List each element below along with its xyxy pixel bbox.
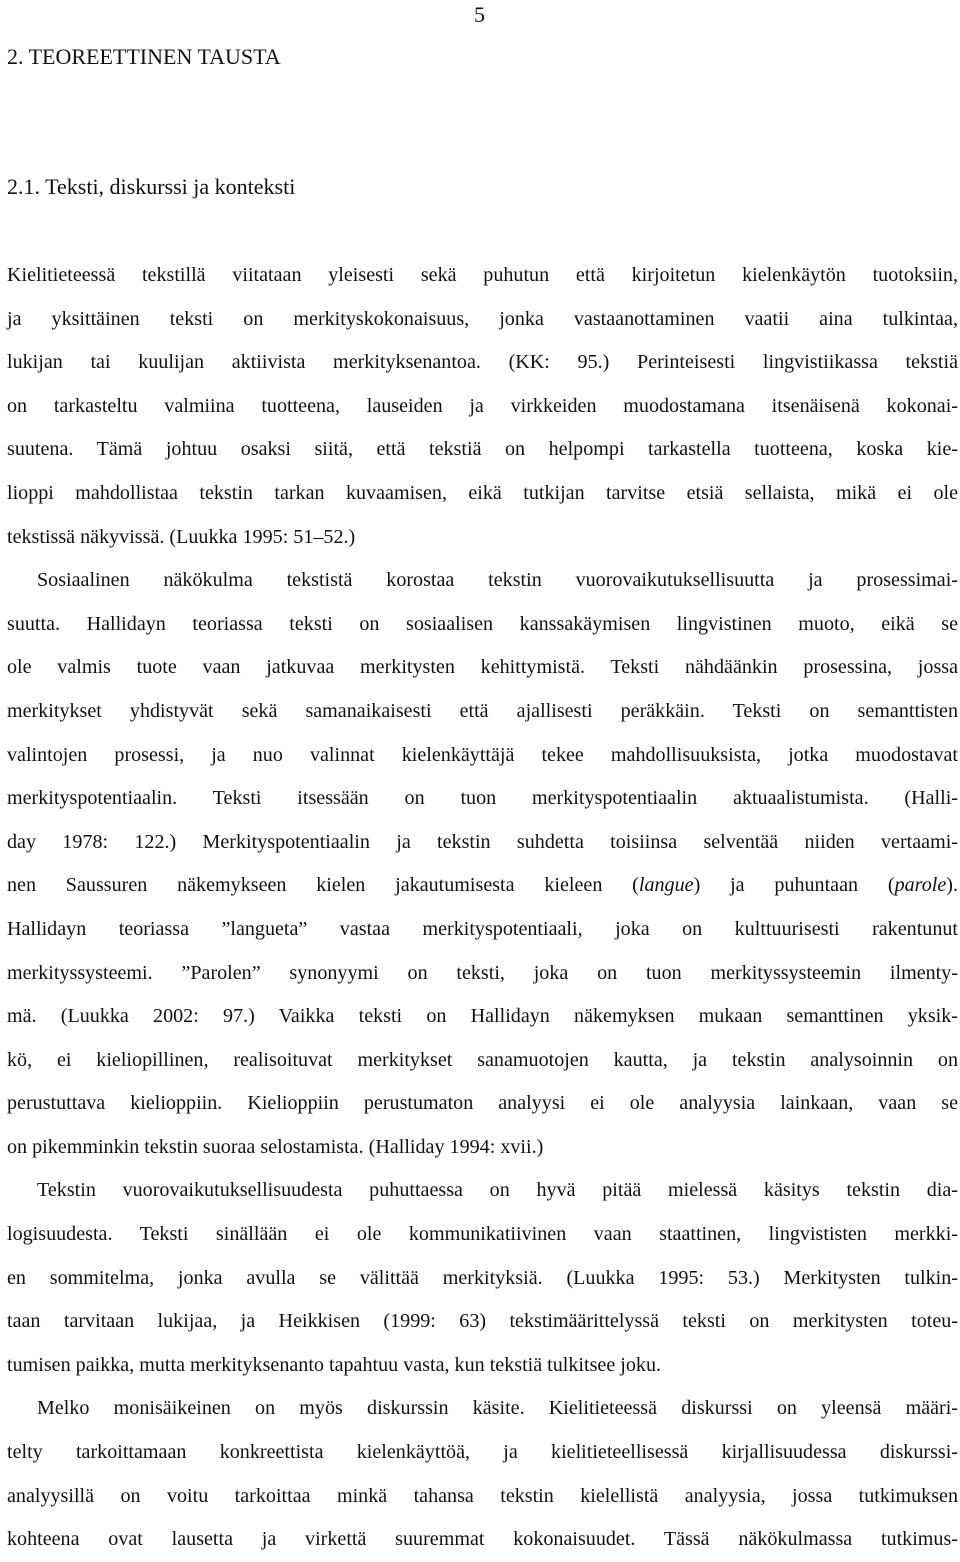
text-line: perustuttava kielioppiin. Kielioppiin perustumaton analyysi ei ole analyysia lainkaan, vaan se <box>7 1092 958 1115</box>
text-line: lioppi mahdollistaa tekstin tarkan kuvaamisen, eikä tutkijan tarvitse etsiä sellaista, mikä ei ole <box>7 481 958 504</box>
section-title: 2.1. Teksti, diskurssi ja konteksti <box>7 174 296 199</box>
text-line: lukijan tai kuulijan aktiivista merkityksenantoa. (KK: 95.) Perinteisesti lingvistiikassa tekstiä <box>7 351 958 374</box>
text-line: Melko monisäikeinen on myös diskurssin käsite. Kielitieteessä diskurssi on yleensä määri- <box>37 1397 958 1420</box>
text-line: ole valmis tuote vaan jatkuvaa merkitysten kehittymistä. Teksti nähdäänkin prosessina, jossa <box>7 656 958 679</box>
text-line: analyysillä on voitu tarkoittaa minkä tahansa tekstin kielellistä analyysia, jossa tutkimuksen <box>7 1484 958 1507</box>
text-segment: nen Saussuren näkemykseen kielen jakautumisesta kieleen ( <box>7 874 639 897</box>
text-line: merkityssysteemi. ”Parolen” synonyymi on teksti, joka on tuon merkityssysteemin ilmenty- <box>7 961 958 984</box>
text-line: suutena. Tämä johtuu osaksi siitä, että tekstiä on helpompi tarkastella tuotteena, koska kie- <box>7 438 958 461</box>
text-line: tumisen paikka, mutta merkityksenanto tapahtuu vasta, kun tekstiä tulkitsee joku. <box>7 1353 662 1376</box>
body-text <box>7 254 958 1562</box>
text-line: valintojen prosessi, ja nuo valinnat kielenkäyttäjä tekee mahdollisuuksista, jotka muodostavat <box>7 743 958 766</box>
text-line: taan tarvitaan lukijaa, ja Heikkisen (1999: 63) tekstimäärittelyssä teksti on merkitysten toteu- <box>7 1310 958 1333</box>
text-segment: ) ja puhuntaan ( <box>693 874 895 897</box>
text-line: Tekstin vuorovaikutuksellisuudesta puhuttaessa on hyvä pitää mielessä käsitys tekstin dia- <box>37 1179 958 1202</box>
text-line: Sosiaalinen näkökulma tekstistä korostaa tekstin vuorovaikutuksellisuutta ja prosessimai- <box>37 569 958 592</box>
text-line: on pikemminkin tekstin suoraa selostamista. (Halliday 1994: xvii.) <box>7 1135 544 1158</box>
text-line: tekstissä näkyvissä. (Luukka 1995: 51–52.) <box>7 525 356 548</box>
text-line: logisuudesta. Teksti sinällään ei ole kommunikatiivinen vaan staattinen, lingvististen merkki- <box>7 1223 958 1246</box>
text-line: merkitykset yhdistyvät sekä samanaikaisesti että ajallisesti peräkkäin. Teksti on semanttisten <box>7 699 958 722</box>
text-line: day 1978: 122.) Merkityspotentiaalin ja tekstin suhdetta toisiinsa selventää niiden vertaami- <box>7 830 958 853</box>
term-parole: parole <box>894 874 947 897</box>
text-line: suutta. Hallidayn teoriassa teksti on sosiaalisen kanssakäymisen lingvistinen muoto, eikä se <box>7 612 958 635</box>
term-langue: langue <box>638 874 694 897</box>
text-line: merkityspotentiaalin. Teksti itsessään on tuon merkityspotentiaalin aktuaalistumista. (Halli- <box>7 787 958 810</box>
text-line: mä. (Luukka 2002: 97.) Vaikka teksti on Hallidayn näkemyksen mukaan semanttinen yksik- <box>7 1005 958 1028</box>
page-number: 5 <box>474 2 485 27</box>
text-line: Kielitieteessä tekstillä viitataan yleisesti sekä puhutun että kirjoitetun kielenkäytön tuotoksiin, <box>7 264 958 286</box>
text-line: ja yksittäinen teksti on merkityskokonaisuus, jonka vastaanottaminen vaatii aina tulkintaa, <box>7 307 958 330</box>
text-line: on tarkasteltu valmiina tuotteena, lauseiden ja virkkeiden muodostamana itsenäisenä kokonai- <box>7 394 958 417</box>
text-line: kohteena ovat lausetta ja virkettä suuremmat kokonaisuudet. Tässä näkökulmassa tutkimus- <box>7 1528 958 1551</box>
text-line: kö, ei kieliopillinen, realisoituvat merkitykset sanamuotojen kautta, ja tekstin analysoinnin on <box>7 1048 958 1071</box>
text-line-italic-terms <box>7 864 958 908</box>
text-line: en sommitelma, jonka avulla se välittää merkityksiä. (Luukka 1995: 53.) Merkitysten tulkin- <box>7 1266 958 1289</box>
text-line: Hallidayn teoriassa ”langueta” vastaa merkityspotentiaali, joka on kulttuurisesti rakentunut <box>7 917 958 940</box>
text-segment: ). <box>946 874 958 897</box>
text-line: telty tarkoittamaan konkreettista kielenkäyttöä, ja kielitieteellisessä kirjallisuudessa diskurssi- <box>7 1441 958 1464</box>
chapter-title: 2. TEOREETTINEN TAUSTA <box>7 44 281 69</box>
